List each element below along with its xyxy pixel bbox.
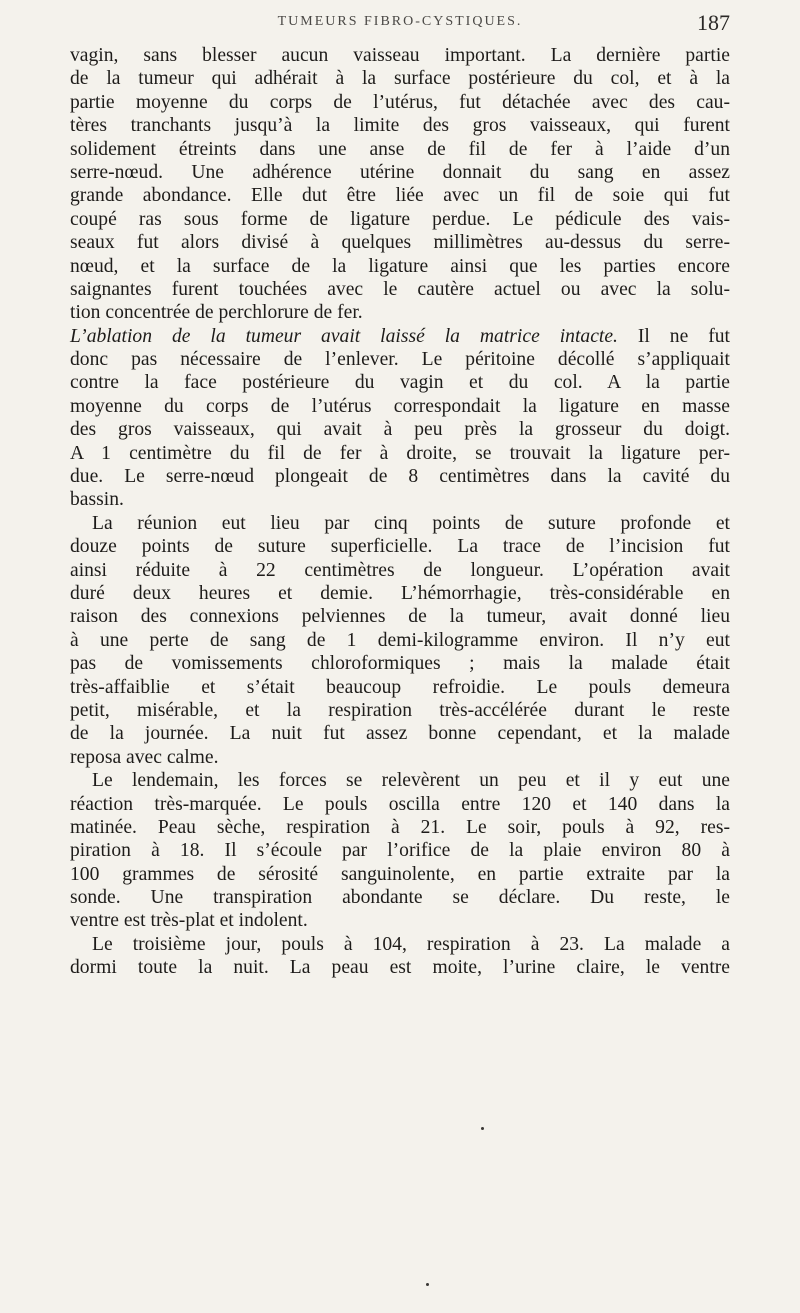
- text-line: sonde. Une transpiration abondante se déclare. Du reste, le: [70, 887, 730, 909]
- text-line: pas de vomissements chloroformiques ; mais la malade était: [70, 653, 730, 675]
- text-line: contre la face postérieure du vagin et du col. A la partie: [70, 372, 730, 394]
- text-line: 100 grammes de sérosité sanguinolente, en partie extraite par la: [70, 863, 730, 885]
- text-line: coupé ras sous forme de ligature perdue. Le pédicule des vais-: [70, 208, 730, 230]
- text-line: matinée. Peau sèche, respiration à 21. Le soir, pouls à 92, res-: [70, 816, 730, 838]
- text-line: bassin.: [70, 489, 124, 511]
- text-line: Le lendemain, les forces se relevèrent un peu et il y eut une: [92, 770, 730, 792]
- text-line: à une perte de sang de 1 demi-kilogramme environ. Il n’y eut: [70, 629, 730, 651]
- paper-speck: [481, 1127, 484, 1130]
- text-line: donc pas nécessaire de l’enlever. Le péritoine décollé s’appliquait: [70, 349, 730, 371]
- text-line: tion concentrée de perchlorure de fer.: [70, 302, 363, 324]
- text-line: vagin, sans blesser aucun vaisseau important. La dernière partie: [70, 45, 730, 66]
- italic-phrase: L’ablation de la tumeur avait laissé la matrice intacte.: [70, 325, 618, 347]
- text-line: de la journée. La nuit fut assez bonne cependant, et la malade: [70, 723, 730, 745]
- text-line: partie moyenne du corps de l’utérus, fut détachée avec des cau-: [70, 91, 730, 113]
- text-line: piration à 18. Il s’écoule par l’orifice de la plaie environ 80 à: [70, 840, 730, 862]
- text-line: seaux fut alors divisé à quelques millimètres au-dessus du serre-: [70, 232, 730, 254]
- text-line: reposa avec calme.: [70, 746, 219, 768]
- text-line: moyenne du corps de l’utérus correspondait la ligature en masse: [70, 395, 730, 417]
- text-line: petit, misérable, et la respiration très-accélérée durant le reste: [70, 699, 730, 721]
- text-line: saignantes furent touchées avec le cautère actuel ou avec la solu-: [70, 278, 730, 300]
- text-line: serre-nœud. Une adhérence utérine donnait du sang en assez: [70, 161, 730, 183]
- text-line: de la tumeur qui adhérait à la surface postérieure du col, et à la: [70, 68, 730, 90]
- text-line: La réunion eut lieu par cinq points de suture profonde et: [92, 512, 730, 534]
- text-line: tères tranchants jusqu’à la limite des gros vaisseaux, qui furent: [70, 115, 730, 137]
- page-number: 187: [697, 10, 730, 35]
- text-line: des gros vaisseaux, qui avait à peu près la grosseur du doigt.: [70, 419, 730, 441]
- text-line: douze points de suture superficielle. La trace de l’incision fut: [70, 536, 730, 558]
- text-line: dormi toute la nuit. La peau est moite, l’urine claire, le ventre: [70, 957, 730, 979]
- text-line: ventre est très-plat et indolent.: [70, 910, 308, 932]
- running-title: TUMEURS FIBRO-CYSTIQUES.: [277, 14, 523, 29]
- body-text: [70, 44, 730, 980]
- text-line: grande abondance. Elle dut être liée avec un fil de soie qui fut: [70, 185, 730, 207]
- text-line: raison des connexions pelviennes de la tumeur, avait donné lieu: [70, 606, 730, 628]
- italic-line-rest: Il ne fut: [617, 325, 730, 347]
- text-line: duré deux heures et demie. L’hémorrhagie, très-considérable en: [70, 582, 730, 604]
- running-head: [70, 10, 730, 40]
- text-line: Le troisième jour, pouls à 104, respiration à 23. La malade a: [92, 933, 730, 955]
- text-line-italic: [70, 325, 730, 348]
- text-line: ainsi réduite à 22 centimètres de longueur. L’opération avait: [70, 559, 730, 581]
- text-line: A 1 centimètre du fil de fer à droite, se trouvait la ligature per-: [70, 442, 730, 464]
- paper-speck: [426, 1283, 429, 1286]
- text-line: nœud, et la surface de la ligature ainsi que les parties encore: [70, 255, 730, 277]
- text-line: très-affaiblie et s’était beaucoup refroidie. Le pouls demeura: [70, 676, 730, 698]
- text-line: solidement étreints dans une anse de fil de fer à l’aide d’un: [70, 138, 730, 160]
- text-line: due. Le serre-nœud plongeait de 8 centimètres dans la cavité du: [70, 466, 730, 488]
- text-line: réaction très-marquée. Le pouls oscilla entre 120 et 140 dans la: [70, 793, 730, 815]
